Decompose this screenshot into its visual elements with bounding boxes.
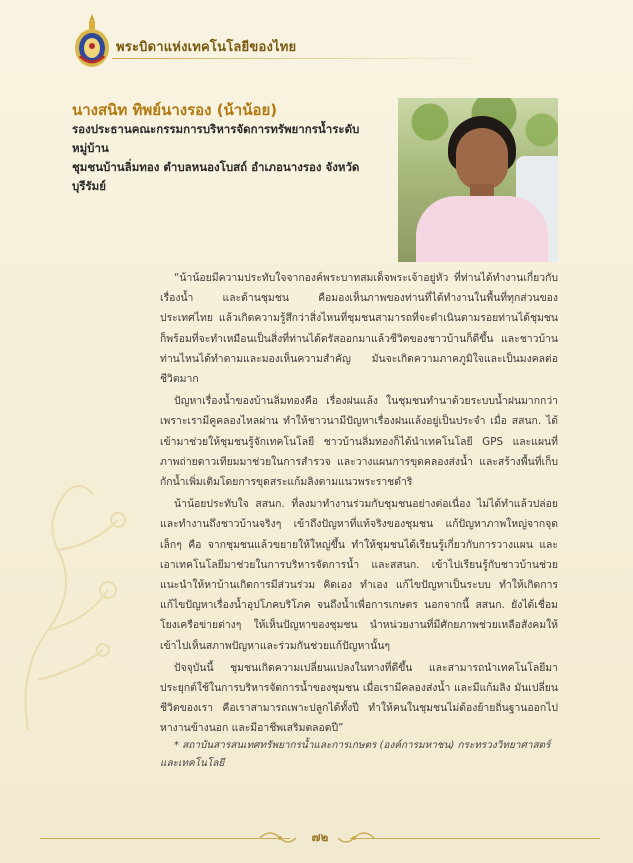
footnote: * สถาบันสารสนเทศทรัพยากรน้ำและการเกษตร (องค์การมหาชน) กระทรวงวิทยาศาสตร์และเทคโนโลยี xyxy=(160,740,551,769)
footer-rule-right xyxy=(350,838,600,839)
royal-emblem-icon xyxy=(72,12,112,70)
paragraph-2: ปัญหาเรื่องน้ำของบ้านลิ่มทองคือ เรื่องฝนแล้ง ในชุมชนทำนาด้วยระบบน้ำฝนมากกว่าเพราะเรามีคูคลองไหลผ่าน ทำให้ชาวนามีปัญหาเรื่องฝนแล้งอยู่เป็นประจำ เมื่อ สสนก. ได้เข้ามาช่วยให้ชุมชนรู้จักเทคโนโลยี ชาวบ้านลิ่มทองก็ได้นำเทคโนโลยี GPS และแผนที่ภาพถ่ายดาวเทียมมาช่วยในการสำรวจ และวางแผนการขุดคลองส่งน้ำ และสร้างพื้นที่เก็บกักน้ำเพิ่มเติมโดยการขุดสระแก้มลิงตามแนวพระราชดำริ xyxy=(160,395,558,489)
paragraph-3: น้าน้อยประทับใจ สสนก. ที่ลงมาทำงานร่วมกับชุมชนอย่างต่อเนื่อง ไม่ได้ทำแล้วปล่อย และทำงานถึงชาวบ้านจริงๆ เข้าถึงปัญหาที่แท้จริงของชุมชน แก้ปัญหาภาพใหญ่จากจุดเล็กๆ คือ จากชุมชนแล้วขยายให้ใหญ่ขึ้น ทำให้ชุมชนได้เรียนรู้เกี่ยวกับการวางแผน และเอาเทคโนโลยีมาช่วยในการบริหารจัดการน้ำ และสสนก. เข้าไปเรียนรู้กับชาวบ้านช่วยแนะนำให้หาบ้านเกิดการมีส่วนร่วม คิดเอง ทำเอง แก้ไขปัญหาเป็นระบบ ทำให้เกิดการแก้ไขปัญหาเรื่องน้ำอุปโภคบริโภค จนถึงน้ำเพื่อการเกษตร นอกจากนี้ สสนก. ยังได้เชื่อมโยงเครือข่ายต่างๆ ให้เห็นปัญหาของชุมชน นำหน่วยงานที่มีศักยภาพช่วยเหลือสังคมให้เข้าไปเห็นสภาพปัญหาและร่วมกันช่วยแก้ปัญหานั้นๆ xyxy=(160,498,558,652)
paragraph-1: “น้าน้อยมีความประทับใจจากองค์พระบาทสมเด็จพระเจ้าอยู่หัว ที่ท่านได้ทำงานเกี่ยวกับเรื่องน้ำ และด้านชุมชน คือมองเห็นภาพของท่านที่ได้ทำงานในพื้นที่ทุกส่วนของประเทศไทย แล้วเกิดความรู้สึกว่าสิ่งไหนที่ชุมชนสามารถที่จะดำเนินตามรอยท่านได้ชุมชนก็พร้อมที่จะทำเหมือนเป็นสิ่งที่ท่านได้ตรัสออกมาแล้วชีวิตของชาวบ้านก็ดีขึ้น และชาวบ้านท่านไหนได้ทำตามและมองเห็นความสำคัญ มันจะเกิดความภาคภูมิใจและเป็นมงคลต่อชีวิตมาก xyxy=(160,272,558,386)
page-header xyxy=(0,0,633,78)
quote-body xyxy=(160,268,558,741)
header-title: พระบิดาแห่งเทคโนโลยีของไทย xyxy=(116,40,297,55)
floral-ornament-icon xyxy=(8,470,138,740)
portrait-photo xyxy=(398,98,558,262)
photo-shirt xyxy=(416,196,548,262)
footer-rule-left xyxy=(40,838,290,839)
role-line-1: รองประธานคณะกรรมการบริหารจัดการทรัพยากรน้ำระดับหมู่บ้าน xyxy=(72,122,360,155)
photo-face xyxy=(456,128,508,190)
page-number: ๗๒ xyxy=(311,830,329,844)
footer-ornament-left-icon xyxy=(258,828,298,848)
page-footer xyxy=(0,818,633,863)
person-name: นางสนิท ทิพย์นางรอง (น้าน้อย) xyxy=(72,101,278,119)
header-divider xyxy=(112,58,492,59)
person-role xyxy=(72,120,392,196)
paragraph-4: ปัจจุบันนี้ ชุมชนเกิดความเปลี่ยนแปลงในทางที่ดีขึ้น และสามารถนำเทคโนโลยีมาประยุกต์ใช้ในการบริหารจัดการน้ำของชุมชน เมื่อเรามีคลองส่งน้ำ และมีแก้มลิง มันเปลี่ยนชีวิตของเรา คือเราสามารถเพาะปลูกได้ทั้งปี ทำให้คนในชุมชนไม่ต้องย้ายถิ่นฐานออกไปหางานข้างนอก และมีอาชีพเสริมตลอดปี” xyxy=(160,661,558,735)
role-line-2: ชุมชนบ้านลิ่มทอง ตำบลหนองโบสถ์ อำเภอนางรอง จังหวัดบุรีรัมย์ xyxy=(72,160,360,193)
